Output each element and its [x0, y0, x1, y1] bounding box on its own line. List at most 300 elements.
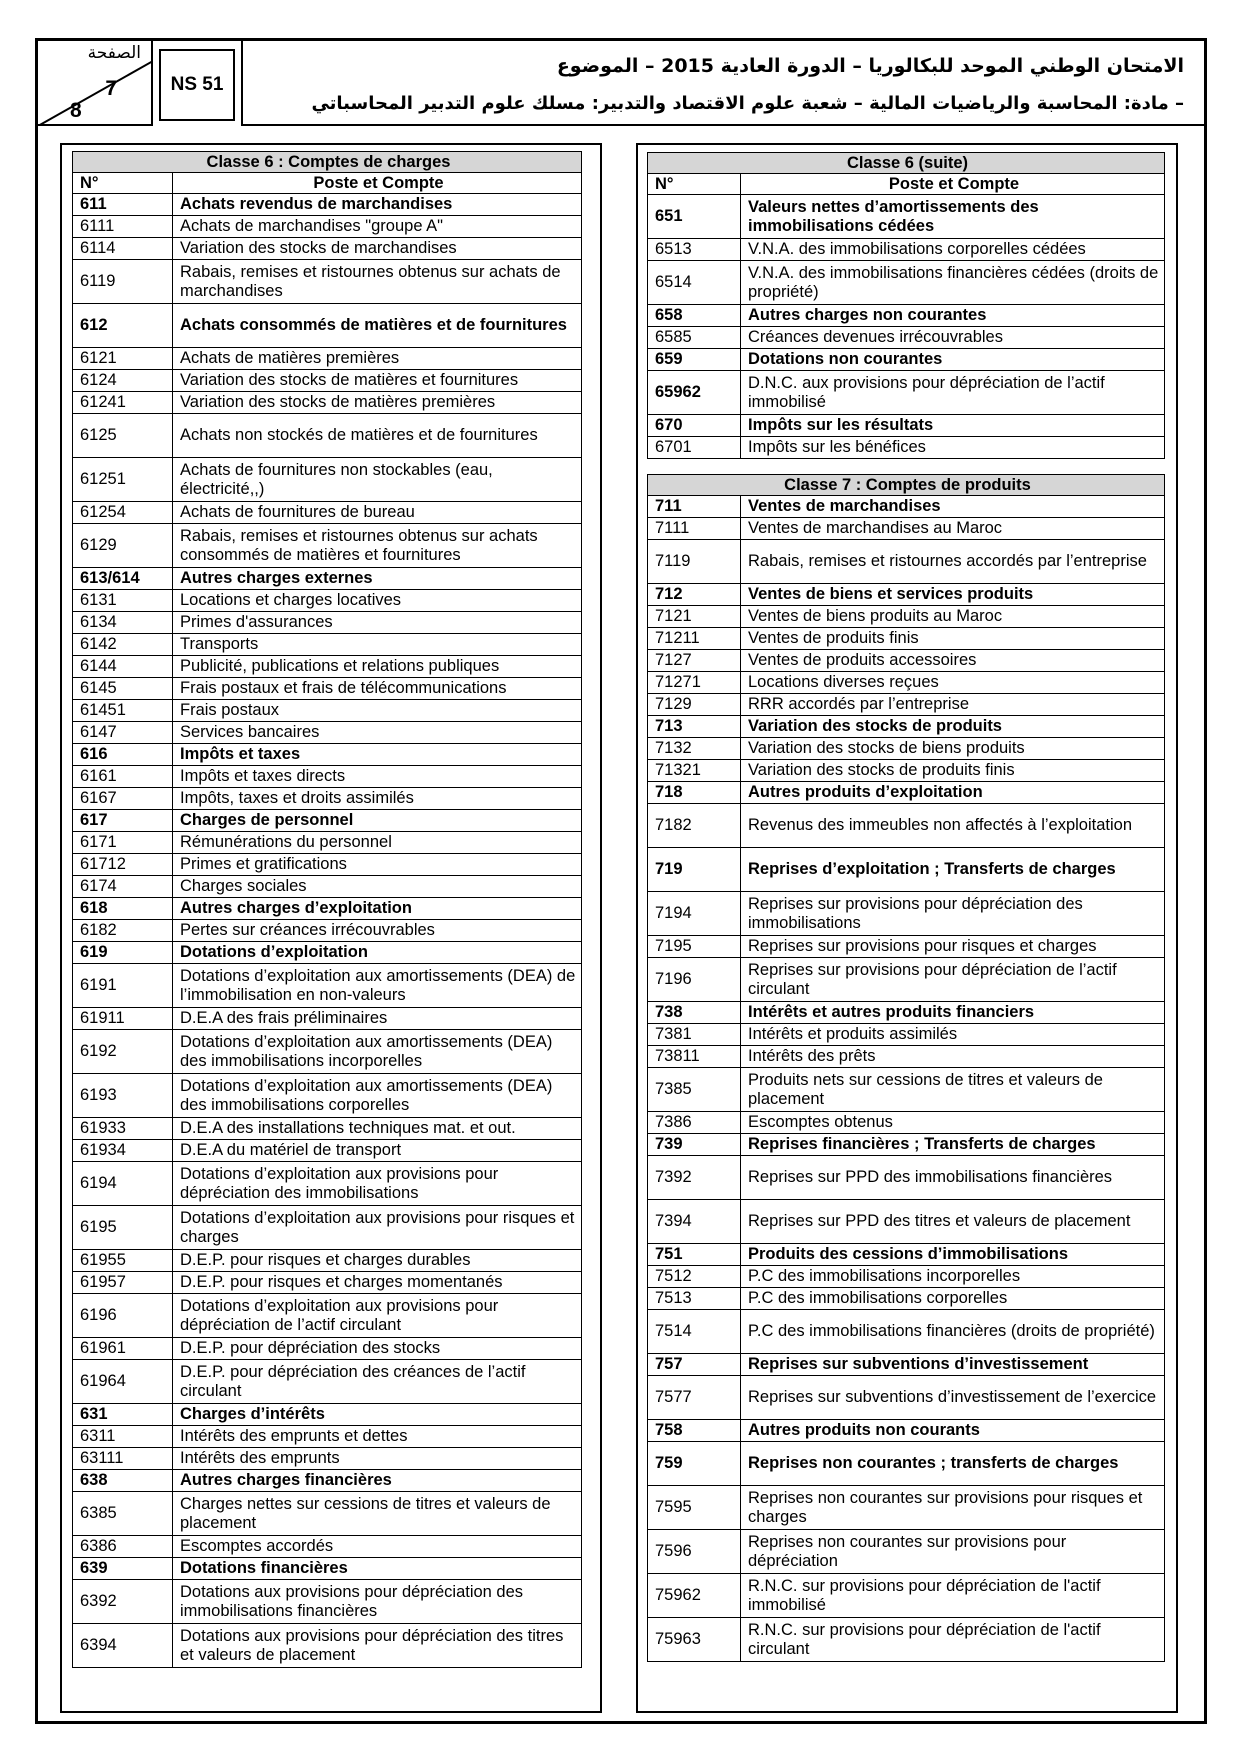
account-label: Intérêts des emprunts [173, 1448, 582, 1470]
table-row [73, 1030, 582, 1074]
account-number: 6192 [73, 1030, 173, 1074]
table-row [648, 305, 1165, 327]
account-number: 7514 [648, 1310, 741, 1354]
table-row [648, 1156, 1165, 1200]
account-number: 7513 [648, 1288, 741, 1310]
account-label: Escomptes accordés [173, 1536, 582, 1558]
account-number: 71271 [648, 672, 741, 694]
table-row [648, 496, 1165, 518]
account-number: 613/614 [73, 568, 173, 590]
account-number: 6701 [648, 437, 741, 459]
account-label: Intérêts des prêts [741, 1046, 1165, 1068]
table-row [73, 788, 582, 810]
account-label: Dotations d’exploitation aux amortissements (DEA) des immobilisations incorporelles [173, 1030, 582, 1074]
account-label: Dotations d’exploitation [173, 942, 582, 964]
table-row [648, 1574, 1165, 1618]
account-number: 6125 [73, 414, 173, 458]
table-row [73, 1558, 582, 1580]
account-label: Ventes de produits accessoires [741, 650, 1165, 672]
account-label: P.C des immobilisations financières (droits de propriété) [741, 1310, 1165, 1354]
table-row [648, 1530, 1165, 1574]
table-row [648, 1024, 1165, 1046]
account-number: 61241 [73, 392, 173, 414]
account-label: Impôts et taxes directs [173, 766, 582, 788]
table-row [73, 414, 582, 458]
account-label: Transports [173, 634, 582, 656]
account-number: 658 [648, 305, 741, 327]
account-number: 7512 [648, 1266, 741, 1288]
table-row [73, 1140, 582, 1162]
account-label: Rabais, remises et ristournes obtenus sur achats de marchandises [173, 260, 582, 304]
account-label: Reprises sur subventions d’investissement [741, 1354, 1165, 1376]
table-row [73, 832, 582, 854]
account-label: R.N.C. sur provisions pour dépréciation de l'actif immobilisé [741, 1574, 1165, 1618]
account-number: 6161 [73, 766, 173, 788]
account-number: 6121 [73, 348, 173, 370]
account-label: Dotations aux provisions pour dépréciation des immobilisations financières [173, 1580, 582, 1624]
account-label: Locations diverses reçues [741, 672, 1165, 694]
account-label: Rémunérations du personnel [173, 832, 582, 854]
account-label: Autres produits non courants [741, 1420, 1165, 1442]
table-row [73, 590, 582, 612]
table-row [73, 1272, 582, 1294]
account-number: 6196 [73, 1294, 173, 1338]
account-number: 617 [73, 810, 173, 832]
table-row [648, 672, 1165, 694]
account-label: Variation des stocks de produits finis [741, 760, 1165, 782]
account-number: 651 [648, 195, 741, 239]
account-label: Achats de fournitures de bureau [173, 502, 582, 524]
account-label: V.N.A. des immobilisations financières cédées (droits de propriété) [741, 261, 1165, 305]
account-label: Produits nets sur cessions de titres et valeurs de placement [741, 1068, 1165, 1112]
account-number: 61251 [73, 458, 173, 502]
table-row [73, 1294, 582, 1338]
account-number: 6129 [73, 524, 173, 568]
table-row [73, 1580, 582, 1624]
table-row [648, 1310, 1165, 1354]
account-label: Variation des stocks de biens produits [741, 738, 1165, 760]
account-label: Rabais, remises et ristournes obtenus sur achats consommés de matières et fournitures [173, 524, 582, 568]
table-row [648, 1288, 1165, 1310]
account-number: 759 [648, 1442, 741, 1486]
account-number: 7381 [648, 1024, 741, 1046]
account-number: 711 [648, 496, 741, 518]
table-row [648, 1442, 1165, 1486]
account-number: 7385 [648, 1068, 741, 1112]
table-row [73, 876, 582, 898]
account-label: D.E.P. pour dépréciation des stocks [173, 1338, 582, 1360]
account-label: Locations et charges locatives [173, 590, 582, 612]
table-row [73, 348, 582, 370]
account-label: V.N.A. des immobilisations corporelles cédées [741, 239, 1165, 261]
account-label: Charges de personnel [173, 810, 582, 832]
account-number: 670 [648, 415, 741, 437]
account-label: Reprises sur provisions pour dépréciation des immobilisations [741, 892, 1165, 936]
table-row [648, 892, 1165, 936]
account-number: 7129 [648, 694, 741, 716]
class-title: Classe 6 : Comptes de charges [73, 152, 582, 173]
table-row [73, 656, 582, 678]
account-label: Ventes de biens produits au Maroc [741, 606, 1165, 628]
table-row [73, 678, 582, 700]
column-header-number: N° [648, 174, 741, 195]
table-row [73, 1448, 582, 1470]
account-number: 6134 [73, 612, 173, 634]
table-row [73, 1426, 582, 1448]
table-row [73, 1162, 582, 1206]
account-label: Valeurs nettes d’amortissements des immobilisations cédées [741, 195, 1165, 239]
account-label: Variation des stocks de matières et fournitures [173, 370, 582, 392]
page-total: 8 [70, 99, 82, 122]
table-row [73, 634, 582, 656]
account-label: Frais postaux et frais de télécommunications [173, 678, 582, 700]
class6-charges-table [72, 151, 582, 1668]
account-number: 7182 [648, 804, 741, 848]
account-label: Achats non stockés de matières et de fournitures [173, 414, 582, 458]
table-row [648, 738, 1165, 760]
account-label: P.C des immobilisations incorporelles [741, 1266, 1165, 1288]
account-label: Variation des stocks de produits [741, 716, 1165, 738]
account-label: Ventes de marchandises au Maroc [741, 518, 1165, 540]
table-row [73, 524, 582, 568]
account-number: 6386 [73, 1536, 173, 1558]
account-number: 659 [648, 349, 741, 371]
account-label: Autres charges financières [173, 1470, 582, 1492]
class6-suite-table [647, 152, 1165, 459]
account-number: 6114 [73, 238, 173, 260]
table-row [73, 964, 582, 1008]
account-number: 6145 [73, 678, 173, 700]
table-row [73, 392, 582, 414]
account-label: Publicité, publications et relations publiques [173, 656, 582, 678]
account-label: R.N.C. sur provisions pour dépréciation de l'actif circulant [741, 1618, 1165, 1662]
account-label: Impôts et taxes [173, 744, 582, 766]
table-row [73, 766, 582, 788]
column-header-number: N° [73, 173, 173, 194]
account-number: 6167 [73, 788, 173, 810]
account-number: 758 [648, 1420, 741, 1442]
table-row [648, 958, 1165, 1002]
table-row [648, 936, 1165, 958]
account-number: 7127 [648, 650, 741, 672]
account-label: Frais postaux [173, 700, 582, 722]
account-label: Intérêts et produits assimilés [741, 1024, 1165, 1046]
class7-produits-table [647, 474, 1165, 1662]
page-current: 7 [105, 77, 117, 100]
table-row [648, 239, 1165, 261]
table-row [73, 898, 582, 920]
table-row [648, 848, 1165, 892]
account-label: Dotations d’exploitation aux amortissements (DEA) de l’immobilisation en non-valeurs [173, 964, 582, 1008]
account-label: Charges sociales [173, 876, 582, 898]
account-number: 718 [648, 782, 741, 804]
account-number: 6513 [648, 239, 741, 261]
account-number: 7119 [648, 540, 741, 584]
exam-title-line1: الامتحان الوطني الموحد للبكالوريا – الدورة العادية 2015 – الموضوع [556, 55, 1184, 77]
account-number: 6111 [73, 216, 173, 238]
table-row [73, 1536, 582, 1558]
account-number: 61955 [73, 1250, 173, 1272]
account-number: 611 [73, 194, 173, 216]
account-number: 619 [73, 942, 173, 964]
table-row [73, 612, 582, 634]
table-row [648, 1134, 1165, 1156]
account-number: 61451 [73, 700, 173, 722]
table-row [73, 1118, 582, 1140]
account-number: 6124 [73, 370, 173, 392]
account-number: 73811 [648, 1046, 741, 1068]
table-row [73, 238, 582, 260]
table-row [648, 195, 1165, 239]
table-row [648, 327, 1165, 349]
account-label: Revenus des immeubles non affectés à l’exploitation [741, 804, 1165, 848]
table-row [648, 782, 1165, 804]
table-row [648, 1112, 1165, 1134]
account-label: Rabais, remises et ristournes accordés par l’entreprise [741, 540, 1165, 584]
account-number: 61957 [73, 1272, 173, 1294]
account-label: Services bancaires [173, 722, 582, 744]
account-number: 7596 [648, 1530, 741, 1574]
table-row [73, 1338, 582, 1360]
table-row [648, 628, 1165, 650]
account-label: Charges d’intérêts [173, 1404, 582, 1426]
table-row [648, 349, 1165, 371]
table-row [73, 216, 582, 238]
account-number: 61712 [73, 854, 173, 876]
account-label: Escomptes obtenus [741, 1112, 1165, 1134]
table-row [648, 1200, 1165, 1244]
account-number: 6174 [73, 876, 173, 898]
account-number: 7111 [648, 518, 741, 540]
account-label: Achats consommés de matières et de fournitures [173, 304, 582, 348]
account-label: Reprises non courantes ; transferts de charges [741, 1442, 1165, 1486]
table-row [73, 304, 582, 348]
table-row [73, 458, 582, 502]
account-label: Variation des stocks de marchandises [173, 238, 582, 260]
table-row [648, 1376, 1165, 1420]
account-label: Dotations d’exploitation aux provisions pour dépréciation de l’actif circulant [173, 1294, 582, 1338]
account-number: 7577 [648, 1376, 741, 1420]
table-row [73, 854, 582, 876]
account-number: 7194 [648, 892, 741, 936]
account-number: 631 [73, 1404, 173, 1426]
account-number: 739 [648, 1134, 741, 1156]
table-row [73, 1360, 582, 1404]
account-label: Achats de marchandises "groupe A" [173, 216, 582, 238]
account-label: Dotations d’exploitation aux provisions pour dépréciation des immobilisations [173, 1162, 582, 1206]
table-row [73, 568, 582, 590]
account-number: 7386 [648, 1112, 741, 1134]
table-row [73, 1206, 582, 1250]
account-number: 713 [648, 716, 741, 738]
table-row [73, 1470, 582, 1492]
table-row [648, 437, 1165, 459]
table-row [73, 744, 582, 766]
account-label: Reprises non courantes sur provisions pour risques et charges [741, 1486, 1165, 1530]
account-number: 7392 [648, 1156, 741, 1200]
table-row [648, 371, 1165, 415]
account-label: Dotations financières [173, 1558, 582, 1580]
account-label: Intérêts et autres produits financiers [741, 1002, 1165, 1024]
table-row [73, 942, 582, 964]
account-number: 6514 [648, 261, 741, 305]
account-number: 618 [73, 898, 173, 920]
account-number: 63111 [73, 1448, 173, 1470]
account-number: 6191 [73, 964, 173, 1008]
table-row [73, 1008, 582, 1030]
account-label: P.C des immobilisations corporelles [741, 1288, 1165, 1310]
account-number: 6311 [73, 1426, 173, 1448]
account-number: 7595 [648, 1486, 741, 1530]
account-number: 71321 [648, 760, 741, 782]
table-row [648, 1486, 1165, 1530]
exam-title-line2: – مادة: المحاسبة والرياضيات المالية – شعبة علوم الاقتصاد والتدبير: مسلك علوم التدبير المحاسباتي [311, 93, 1184, 114]
account-label: Dotations aux provisions pour dépréciation des titres et valeurs de placement [173, 1624, 582, 1668]
table-row [648, 1002, 1165, 1024]
account-number: 757 [648, 1354, 741, 1376]
table-row [73, 1492, 582, 1536]
account-label: Impôts sur les bénéfices [741, 437, 1165, 459]
account-label: Ventes de produits finis [741, 628, 1165, 650]
account-number: 6147 [73, 722, 173, 744]
account-number: 6171 [73, 832, 173, 854]
table-row [648, 716, 1165, 738]
account-number: 75963 [648, 1618, 741, 1662]
account-label: Achats revendus de marchandises [173, 194, 582, 216]
account-label: Primes et gratifications [173, 854, 582, 876]
page-number-box [38, 41, 153, 126]
table-row [648, 1046, 1165, 1068]
account-number: 6144 [73, 656, 173, 678]
table-row [648, 694, 1165, 716]
account-label: Autres charges d’exploitation [173, 898, 582, 920]
account-label: D.E.P. pour risques et charges momentanés [173, 1272, 582, 1294]
account-label: Reprises non courantes sur provisions pour dépréciation [741, 1530, 1165, 1574]
account-number: 75962 [648, 1574, 741, 1618]
table-row [73, 260, 582, 304]
table-row [648, 606, 1165, 628]
account-label: Reprises sur provisions pour risques et charges [741, 936, 1165, 958]
account-label: Pertes sur créances irrécouvrables [173, 920, 582, 942]
table-row [648, 760, 1165, 782]
account-label: Reprises sur provisions pour dépréciation de l’actif circulant [741, 958, 1165, 1002]
account-number: 738 [648, 1002, 741, 1024]
account-number: 719 [648, 848, 741, 892]
account-number: 7121 [648, 606, 741, 628]
account-label: Reprises sur PPD des immobilisations financières [741, 1156, 1165, 1200]
account-label: Reprises d’exploitation ; Transferts de charges [741, 848, 1165, 892]
table-row [648, 804, 1165, 848]
account-number: 6131 [73, 590, 173, 612]
account-label: Autres charges non courantes [741, 305, 1165, 327]
table-row [648, 415, 1165, 437]
account-label: D.E.P. pour dépréciation des créances de l’actif circulant [173, 1360, 582, 1404]
account-label: Créances devenues irrécouvrables [741, 327, 1165, 349]
table-row [648, 261, 1165, 305]
table-row [73, 370, 582, 392]
account-label: Impôts sur les résultats [741, 415, 1165, 437]
account-label: Achats de matières premières [173, 348, 582, 370]
account-number: 71211 [648, 628, 741, 650]
table-row [648, 584, 1165, 606]
account-number: 6392 [73, 1580, 173, 1624]
table-row [73, 920, 582, 942]
account-label: Achats de fournitures non stockables (eau, électricité,,) [173, 458, 582, 502]
table-row [73, 1624, 582, 1668]
account-label: D.E.A des installations techniques mat. et out. [173, 1118, 582, 1140]
account-label: Variation des stocks de matières premières [173, 392, 582, 414]
table-row [73, 810, 582, 832]
table-row [73, 502, 582, 524]
table-row [73, 722, 582, 744]
account-label: Reprises sur subventions d’investissement de l’exercice [741, 1376, 1165, 1420]
account-number: 7196 [648, 958, 741, 1002]
account-number: 751 [648, 1244, 741, 1266]
exam-code: NS 51 [159, 49, 235, 121]
account-number: 639 [73, 1558, 173, 1580]
class-title: Classe 6 (suite) [648, 153, 1165, 174]
account-number: 6394 [73, 1624, 173, 1668]
table-row [73, 194, 582, 216]
table-row [648, 1244, 1165, 1266]
account-label: Autres produits d’exploitation [741, 782, 1165, 804]
account-label: D.N.C. aux provisions pour dépréciation de l’actif immobilisé [741, 371, 1165, 415]
account-number: 61961 [73, 1338, 173, 1360]
account-label: Ventes de biens et services produits [741, 584, 1165, 606]
account-number: 61254 [73, 502, 173, 524]
column-header-label: Poste et Compte [173, 173, 582, 194]
account-number: 612 [73, 304, 173, 348]
column-header-label: Poste et Compte [741, 174, 1165, 195]
account-number: 65962 [648, 371, 741, 415]
table-row [648, 518, 1165, 540]
class-title: Classe 7 : Comptes de produits [648, 475, 1165, 496]
account-label: Autres charges externes [173, 568, 582, 590]
account-number: 616 [73, 744, 173, 766]
account-label: D.E.P. pour risques et charges durables [173, 1250, 582, 1272]
account-number: 61934 [73, 1140, 173, 1162]
account-label: Dotations non courantes [741, 349, 1165, 371]
table-row [648, 1068, 1165, 1112]
account-label: Reprises financières ; Transferts de charges [741, 1134, 1165, 1156]
account-number: 6385 [73, 1492, 173, 1536]
table-row [648, 1266, 1165, 1288]
account-number: 6182 [73, 920, 173, 942]
account-label: D.E.A des frais préliminaires [173, 1008, 582, 1030]
account-label: Reprises sur PPD des titres et valeurs de placement [741, 1200, 1165, 1244]
account-number: 6194 [73, 1162, 173, 1206]
account-number: 6119 [73, 260, 173, 304]
account-label: Charges nettes sur cessions de titres et valeurs de placement [173, 1492, 582, 1536]
account-number: 61911 [73, 1008, 173, 1030]
exam-title-box [241, 41, 1204, 126]
account-label: RRR accordés par l’entreprise [741, 694, 1165, 716]
account-number: 638 [73, 1470, 173, 1492]
account-label: D.E.A du matériel de transport [173, 1140, 582, 1162]
account-number: 6142 [73, 634, 173, 656]
account-label: Dotations d’exploitation aux amortissements (DEA) des immobilisations corporelles [173, 1074, 582, 1118]
account-label: Dotations d’exploitation aux provisions pour risques et charges [173, 1206, 582, 1250]
table-row [648, 650, 1165, 672]
table-row [73, 1074, 582, 1118]
account-label: Intérêts des emprunts et dettes [173, 1426, 582, 1448]
account-label: Ventes de marchandises [741, 496, 1165, 518]
table-row [648, 1354, 1165, 1376]
account-label: Primes d'assurances [173, 612, 582, 634]
table-row [648, 540, 1165, 584]
account-number: 6193 [73, 1074, 173, 1118]
table-row [648, 1420, 1165, 1442]
